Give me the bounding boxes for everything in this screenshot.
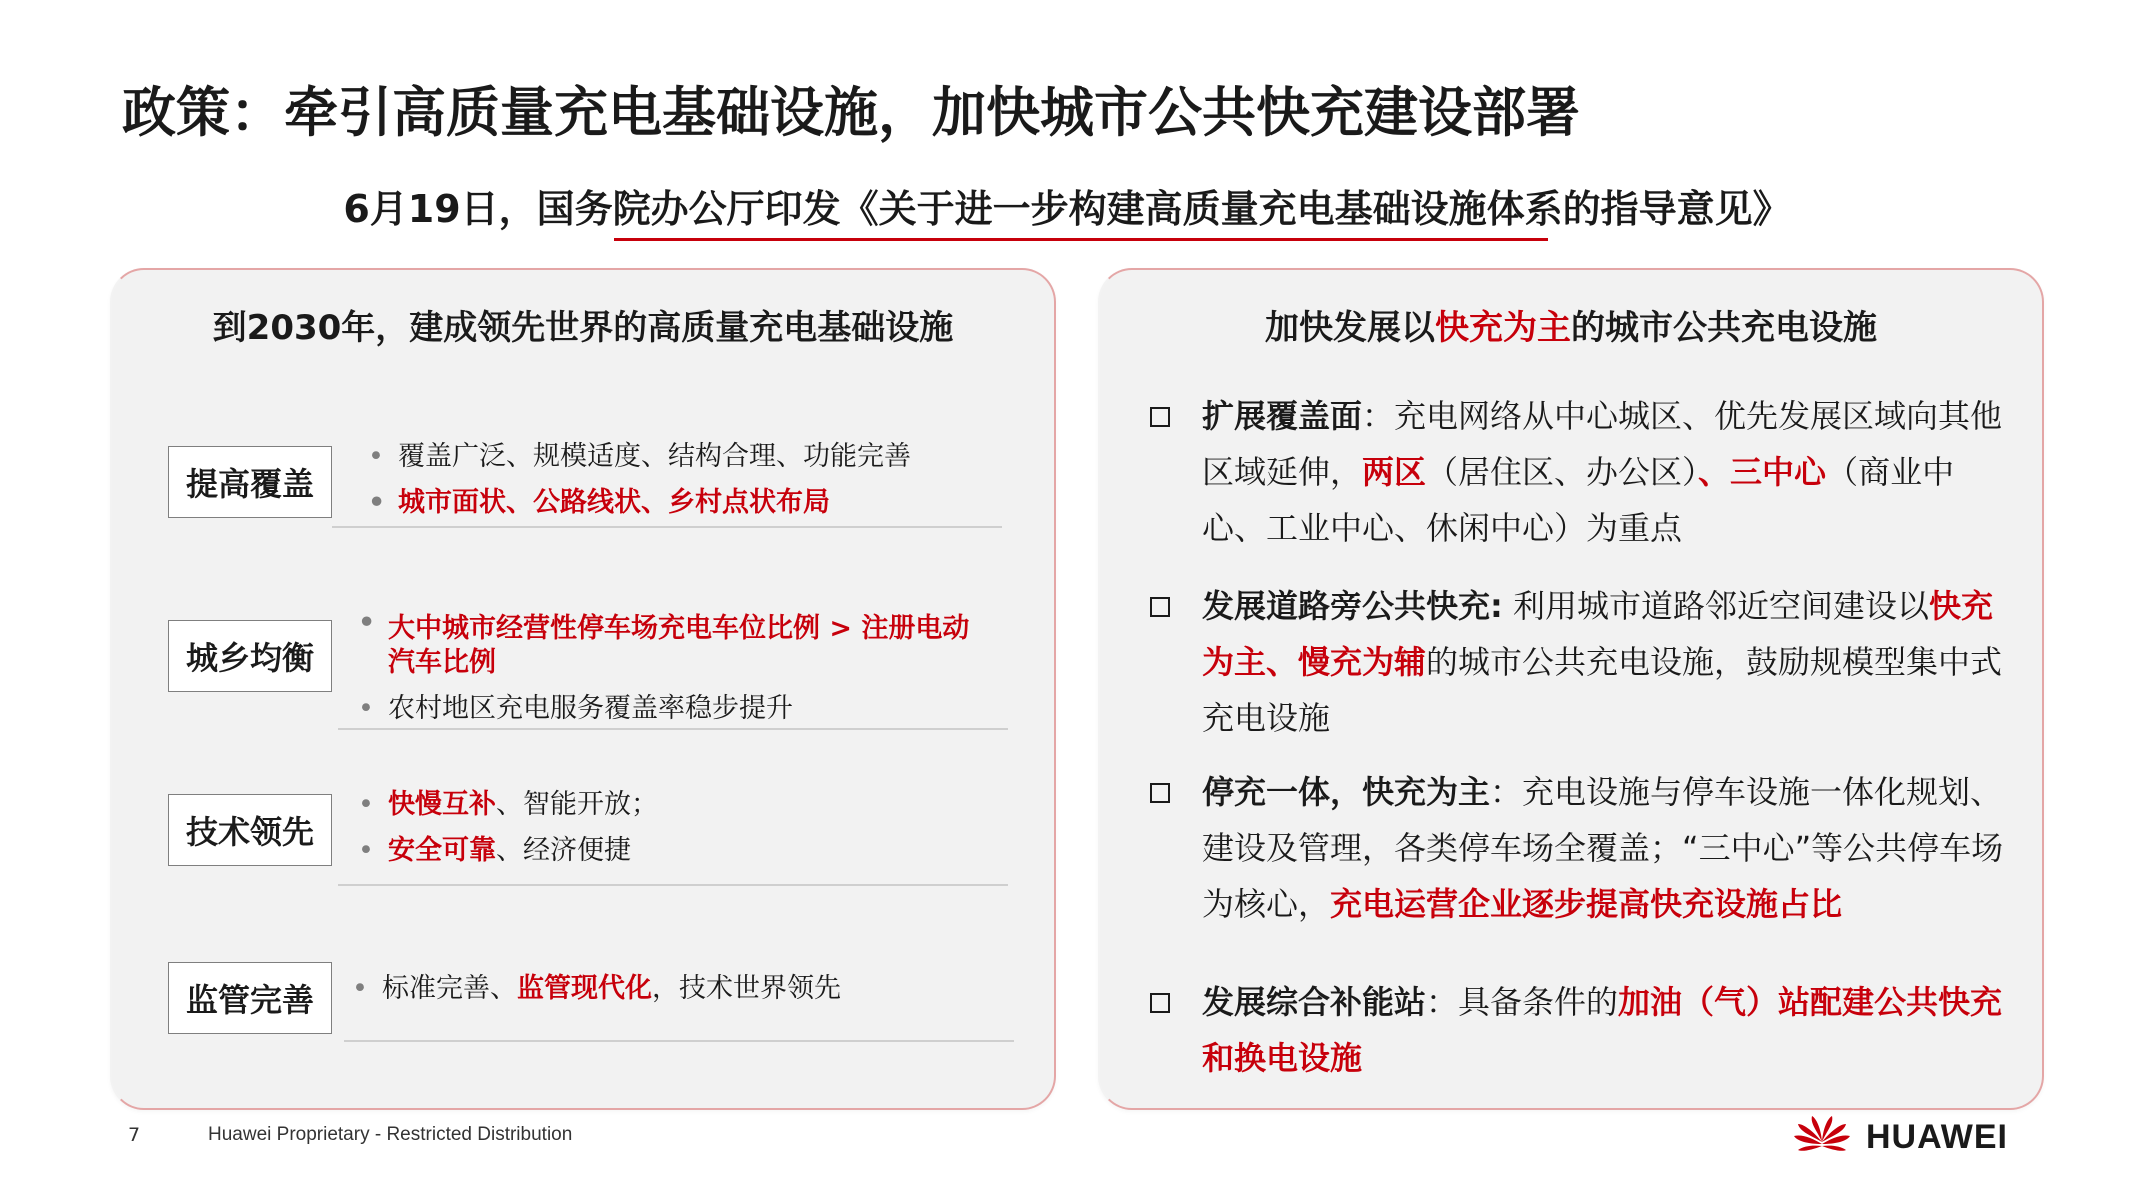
tag-coverage: 提高覆盖	[168, 446, 332, 518]
page-number: 7	[128, 1124, 141, 1146]
row-divider	[338, 884, 1008, 886]
regulation-bullets	[352, 966, 1012, 1012]
plain-text: ，技术世界领先	[652, 973, 841, 1004]
item-lead: 停充一体，快充为主	[1202, 773, 1491, 811]
coverage-bullets	[368, 434, 1028, 526]
item-lead: 发展道路旁公共快充:	[1202, 587, 1503, 625]
page-title: 政策：牵引高质量充电基础设施，加快城市公共快充建设部署	[122, 81, 1580, 144]
subtitle-underline	[614, 238, 1548, 241]
highlight-text: 两区	[1362, 453, 1427, 491]
footer-text: Huawei Proprietary - Restricted Distribution	[208, 1124, 573, 1145]
square-checkbox-icon	[1150, 783, 1170, 803]
square-checkbox-icon	[1150, 597, 1170, 617]
item-lead: 发展综合补能站	[1202, 983, 1427, 1021]
plain-text: 利用城市道路邻近空间建设以	[1502, 587, 1929, 625]
balance-bullets	[358, 606, 994, 732]
row-divider	[344, 1040, 1014, 1042]
bullet-item: • 农村地区充电服务覆盖率稳步提升	[358, 686, 994, 732]
tag-regulation: 监管完善	[168, 962, 332, 1034]
right-panel-title	[1100, 300, 2042, 349]
highlight-text: 、三中心	[1698, 453, 1827, 491]
tech-bullets	[358, 782, 998, 874]
plain-text: ：充电设施与停车设施一体化规划、建设及管理，各类停车场全覆盖；“三中心”等公共停车场为核心，	[1202, 773, 2004, 923]
bullet-item: • 覆盖广泛、规模适度、结构合理、功能完善	[368, 434, 1028, 480]
left-panel	[110, 268, 1056, 1110]
plain-text: 标准完善、	[382, 973, 517, 1004]
policy-item-roadside	[1150, 578, 2010, 746]
page-subtitle: 6月19日，国务院办公厅印发《关于进一步构建高质量充电基础设施体系的指导意见》	[343, 187, 1791, 231]
highlight-text: 安全可靠	[388, 835, 496, 866]
tag-tech: 技术领先	[168, 794, 332, 866]
square-checkbox-icon	[1150, 407, 1170, 427]
brand-name: HUAWEI	[1866, 1118, 2008, 1156]
row-divider	[332, 526, 1002, 528]
bullet-item	[358, 828, 998, 874]
bullet-item	[352, 966, 1012, 1012]
item-lead: 扩展覆盖面	[1202, 397, 1363, 435]
plain-text: ：充电网络从中心城区、优先发展区域向其他区域延伸，	[1202, 397, 2003, 491]
plain-text: 的城市公共充电设施	[1571, 308, 1877, 348]
plain-text: （居住区、办公区）	[1426, 453, 1699, 491]
highlight-text: 快慢互补	[388, 789, 496, 820]
highlight-text: 快充为主、慢充为辅	[1202, 587, 1994, 681]
plain-text: 的城市公共充电设施，鼓励规模型集中式充电设施	[1202, 643, 2003, 737]
plain-text: 、智能开放；	[496, 789, 658, 820]
highlight-text: 快充为主	[1435, 308, 1571, 348]
left-panel-title: 到2030年，建成领先世界的高质量充电基础设施	[212, 308, 954, 348]
highlight-text: 监管现代化	[517, 973, 652, 1004]
plain-text: 加快发展以	[1265, 308, 1435, 348]
right-panel	[1098, 268, 2044, 1110]
bullet-item	[358, 782, 998, 828]
plain-text: ：具备条件的	[1426, 983, 1619, 1021]
tag-balance: 城乡均衡	[168, 620, 332, 692]
policy-item-parking	[1150, 764, 2010, 932]
highlight-text: 充电运营企业逐步提高快充设施占比	[1330, 885, 1843, 923]
highlight-text: 加油（气）站配建公共快充和换电设施	[1202, 983, 2003, 1077]
plain-text: 、经济便捷	[496, 835, 631, 866]
plain-text: （商业中心、工业中心、休闲中心）为重点	[1202, 453, 1955, 547]
bullet-item: • 城市面状、公路线状、乡村点状布局	[368, 480, 1028, 526]
policy-item-station	[1150, 974, 2010, 1086]
bullet-item: • 大中城市经营性停车场充电车位比例 > 注册电动汽车比例	[358, 606, 994, 686]
policy-item-coverage	[1150, 388, 2010, 556]
square-checkbox-icon	[1150, 993, 1170, 1013]
row-divider	[338, 728, 1008, 730]
